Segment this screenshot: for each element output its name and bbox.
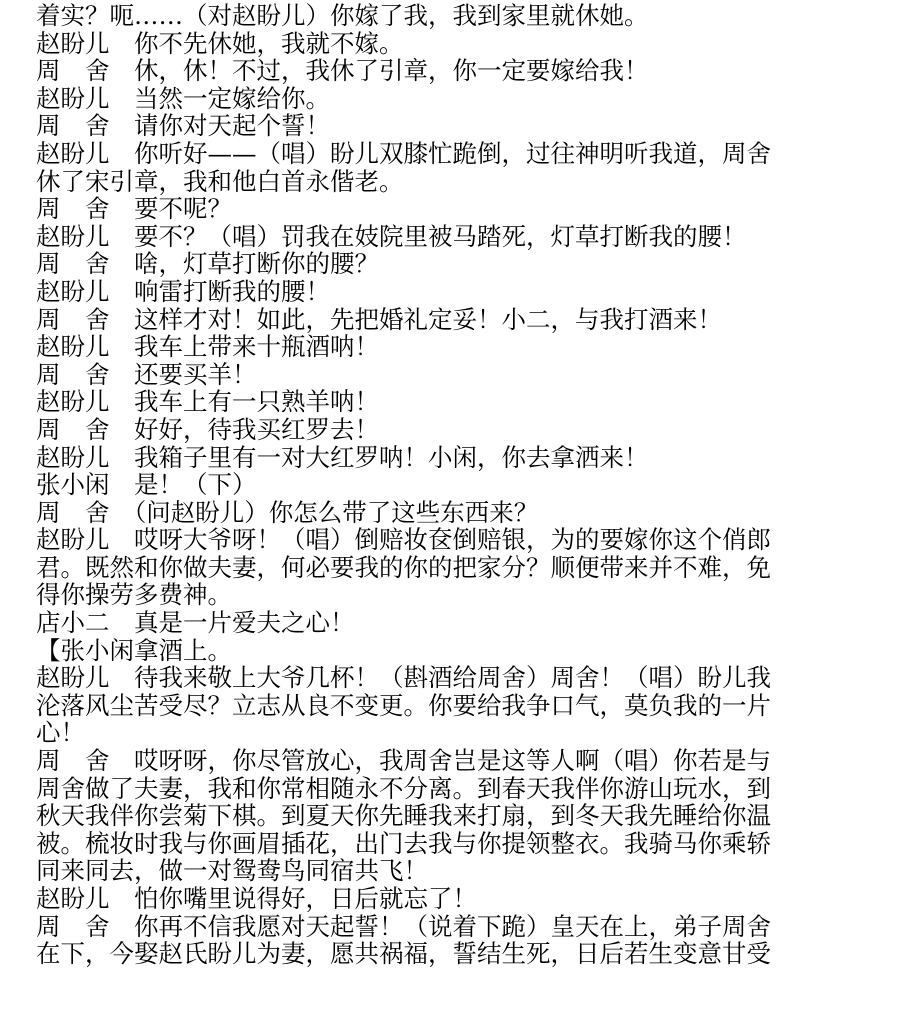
- script-line: 周 舍 休，休！不过，我休了引章，你一定要嫁给我！: [36, 57, 649, 85]
- script-line: 赵盼儿 怕你嘴里说得好，日后就忘了！: [36, 885, 477, 913]
- script-line: 周舍做了夫妻，我和你常相随永不分离。到春天我伴你游山玩水，到: [36, 774, 771, 803]
- script-line: 被。梳妆时我与你画眉插花，出门去我与你提领整衣。我骑马你乘轿: [36, 829, 771, 858]
- script-line: 沦落风尘苦受尽？立志从良不变更。你要给我争口气，莫负我的一片: [36, 691, 771, 720]
- script-line: 君。既然和你做夫妻，何必要我的你的把家分？顺便带来并不难，免: [36, 553, 771, 582]
- script-line: 着实？呃……（对赵盼儿）你嫁了我，我到家里就休她。: [36, 2, 649, 30]
- script-line: 周 舍 这样才对！如此，先把婚礼定妥！小二，与我打酒来！: [36, 305, 722, 334]
- script-line: 赵盼儿 我车上有一只熟羊呐！: [36, 388, 379, 416]
- script-line: 在下，今娶赵氏盼儿为妻，愿共祸福，誓结生死，日后若生变意甘受: [36, 940, 771, 968]
- script-line: 周 舍 请你对天起个誓！: [36, 112, 330, 140]
- script-line: 休了宋引章，我和他白首永偕老。: [36, 167, 404, 196]
- script-line: 赵盼儿 我车上带来十瓶酒呐！: [36, 333, 379, 361]
- script-line: 周 舍 你再不信我愿对天起誓！（说着下跪）皇天在上，弟子周舍: [36, 912, 771, 941]
- script-line: 同来同去，做一对鸳鸯鸟同宿共飞！: [36, 857, 428, 885]
- script-page: [36, 2, 876, 968]
- script-line: 张小闲 是！（下）: [36, 471, 257, 499]
- script-line: 赵盼儿 响雷打断我的腰！: [36, 277, 330, 306]
- script-line: 周 舍 要不呢？: [36, 195, 232, 223]
- script-line: 赵盼儿 待我来敬上大爷几杯！（斟酒给周舍）周舍！（唱）盼儿我: [36, 664, 771, 692]
- script-line: 赵盼儿 你不先休她，我就不嫁。: [36, 29, 404, 58]
- script-line: 秋天我伴你尝菊下棋。到夏天你先睡我来打扇，到冬天我先睡给你温: [36, 802, 771, 830]
- script-line: 赵盼儿 你听好——（唱）盼儿双膝忙跪倒，过往神明听我道，周舍: [36, 139, 771, 168]
- script-line: 赵盼儿 哎呀大爷呀！（唱）倒赔妆奁倒赔银，为的要嫁你这个俏郎: [36, 526, 771, 554]
- script-line: 店小二 真是一片爱夫之心！: [36, 609, 355, 637]
- script-line: 周 舍 （问赵盼儿）你怎么带了这些东西来？: [36, 498, 539, 527]
- script-line: 赵盼儿 当然一定嫁给你。: [36, 84, 330, 113]
- script-line: 赵盼儿 要不？（唱）罚我在妓院里被马踏死，灯草打断我的腰！: [36, 222, 747, 251]
- script-line: 周 舍 哎呀呀，你尽管放心，我周舍岂是这等人啊（唱）你若是与: [36, 747, 771, 775]
- stage-direction-line: 【张小闲拿酒上。: [36, 636, 232, 665]
- script-line: 赵盼儿 我箱子里有一对大红罗呐！小闲，你去拿洒来！: [36, 443, 649, 472]
- script-line: 周 舍 还要买羊！: [36, 360, 257, 389]
- script-line: 周 舍 好好，待我买红罗去！: [36, 415, 379, 444]
- script-line: 得你操劳多费神。: [36, 581, 232, 610]
- script-line: 周 舍 啥，灯草打断你的腰？: [36, 250, 379, 278]
- script-line: 心！: [36, 719, 85, 748]
